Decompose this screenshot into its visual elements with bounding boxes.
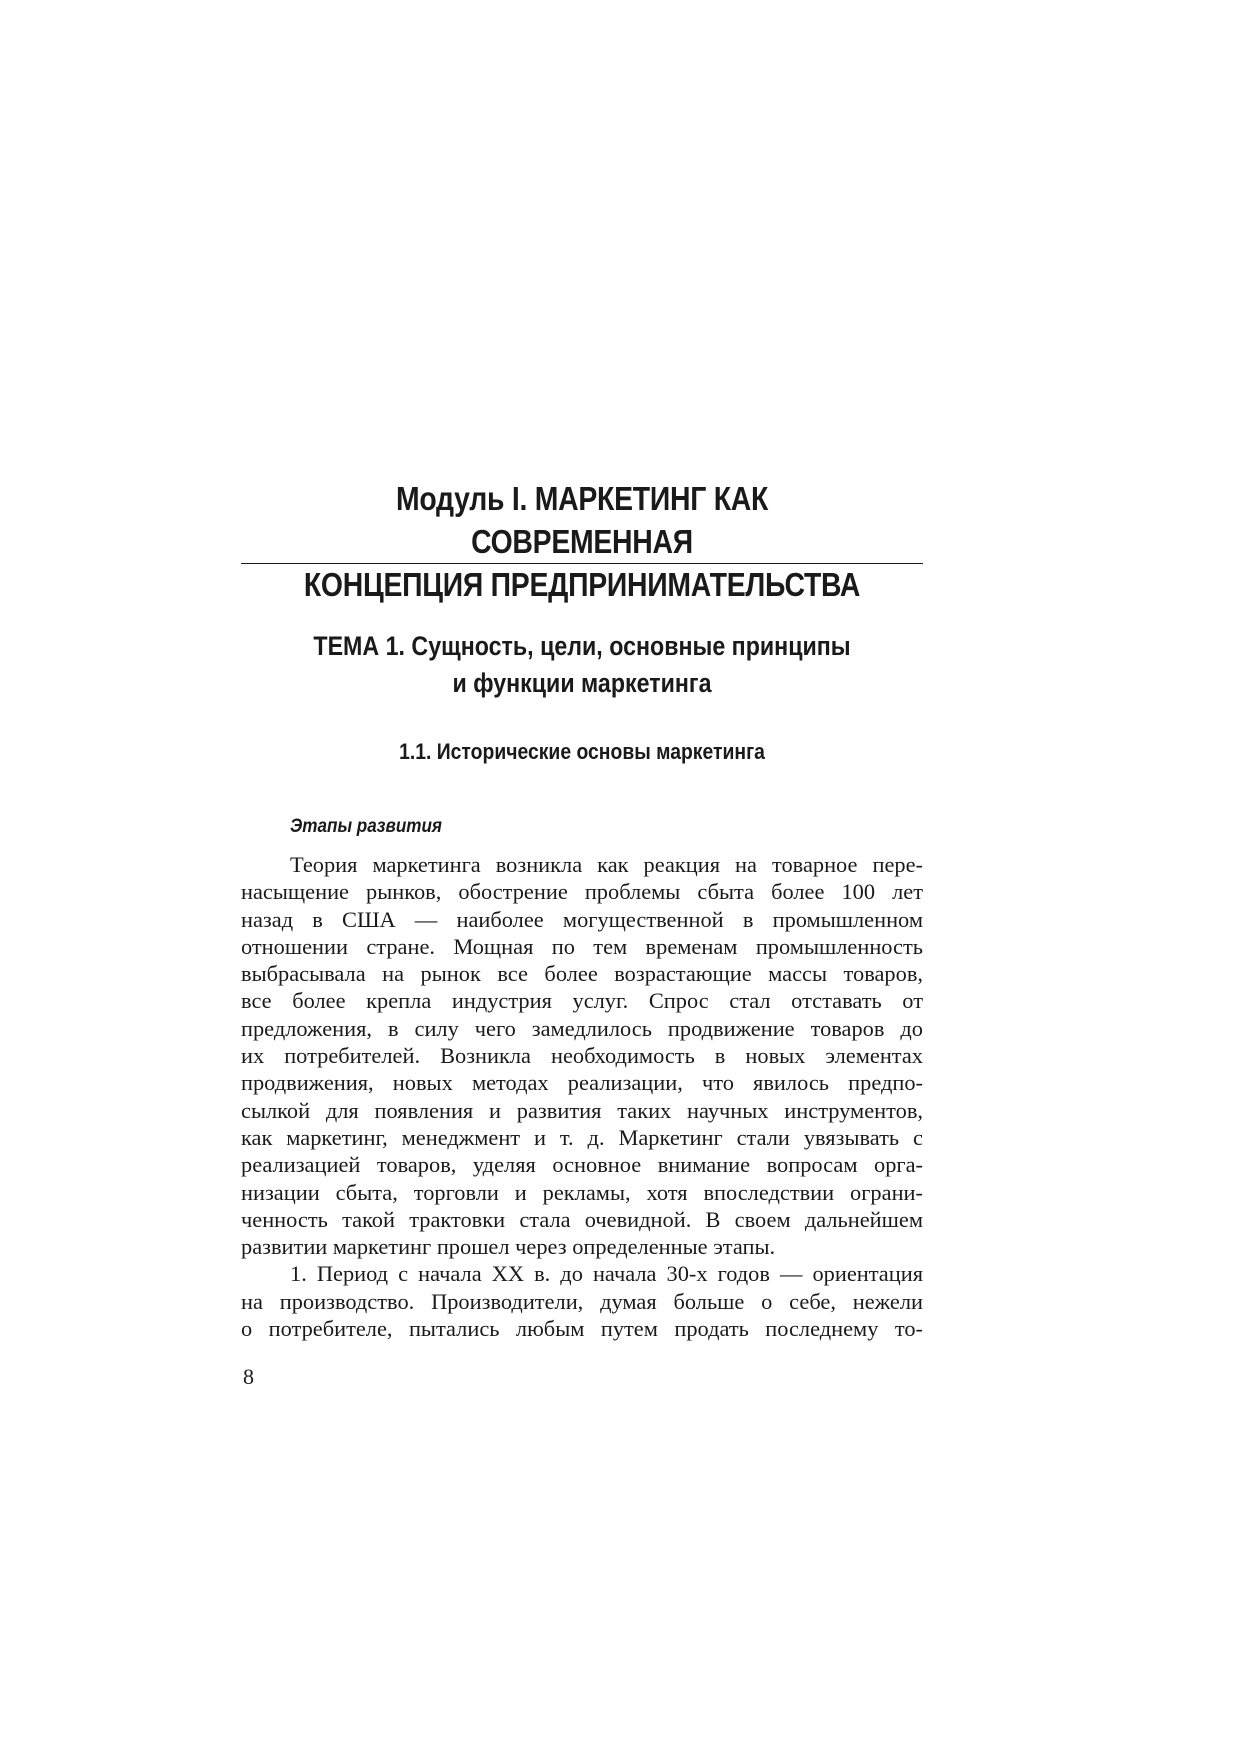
body-line: предложения, в силу чего замедлилось продвижение товаров до — [241, 1015, 923, 1041]
body-line: 1. Период с начала XX в. до начала 30-х годов — ориентация — [290, 1261, 923, 1287]
topic-title — [289, 628, 876, 702]
page-number: 8 — [243, 1364, 254, 1389]
body-line: сылкой для появления и развития таких научных инструментов, — [241, 1097, 923, 1123]
body-line: развитии маркетинг прошел через определенные этапы. — [241, 1234, 776, 1260]
body-line: о потребителе, пытались любым путем продать последнему то- — [241, 1316, 923, 1342]
body-line: насыщение рынков, обострение проблемы сбыта более 100 лет — [241, 879, 923, 905]
module-title — [289, 477, 876, 606]
subsection-title: Этапы развития — [290, 816, 442, 837]
title-divider — [241, 563, 923, 564]
body-line: низации сбыта, торговли и рекламы, хотя впоследствии ограни- — [241, 1179, 923, 1205]
body-line: отношении стране. Мощная по тем временам промышленность — [241, 933, 923, 959]
body-line: как маркетинг, менеджмент и т. д. Маркетинг стали увязывать с — [241, 1124, 923, 1150]
module-title-line-2: КОНЦЕПЦИЯ ПРЕДПРИНИМАТЕЛЬСТВА — [303, 566, 861, 603]
body-line: реализацией товаров, уделяя основное внимание вопросам орга- — [241, 1152, 923, 1178]
body-line: продвижения, новых методах реализации, что явилось предпо- — [241, 1070, 923, 1096]
body-line: выбрасывала на рынок все более возрастающие массы товаров, — [241, 961, 923, 987]
section-title: 1.1. Исторические основы маркетинга — [399, 739, 765, 764]
module-title-line-1: Модуль I. МАРКЕТИНГ КАК СОВРЕМЕННАЯ — [395, 480, 769, 560]
body-line: их потребителей. Возникла необходимость в новых элементах — [241, 1043, 923, 1069]
body-line: назад в США — наиболее могущественной в промышленном — [241, 906, 923, 932]
topic-title-line-2: и функции маркетинга — [452, 668, 712, 698]
topic-title-line-1: ТЕМА 1. Сущность, цели, основные принципы — [313, 631, 851, 661]
body-line: все более крепла индустрия услуг. Спрос стал отставать от — [241, 988, 923, 1014]
body-text — [241, 851, 923, 1342]
body-line: Теория маркетинга возникла как реакция на товарное пере- — [290, 852, 923, 877]
body-line: ченность такой трактовки стала очевидной. В своем дальнейшем — [241, 1206, 923, 1232]
body-line: на производство. Производители, думая больше о себе, нежели — [241, 1288, 923, 1314]
